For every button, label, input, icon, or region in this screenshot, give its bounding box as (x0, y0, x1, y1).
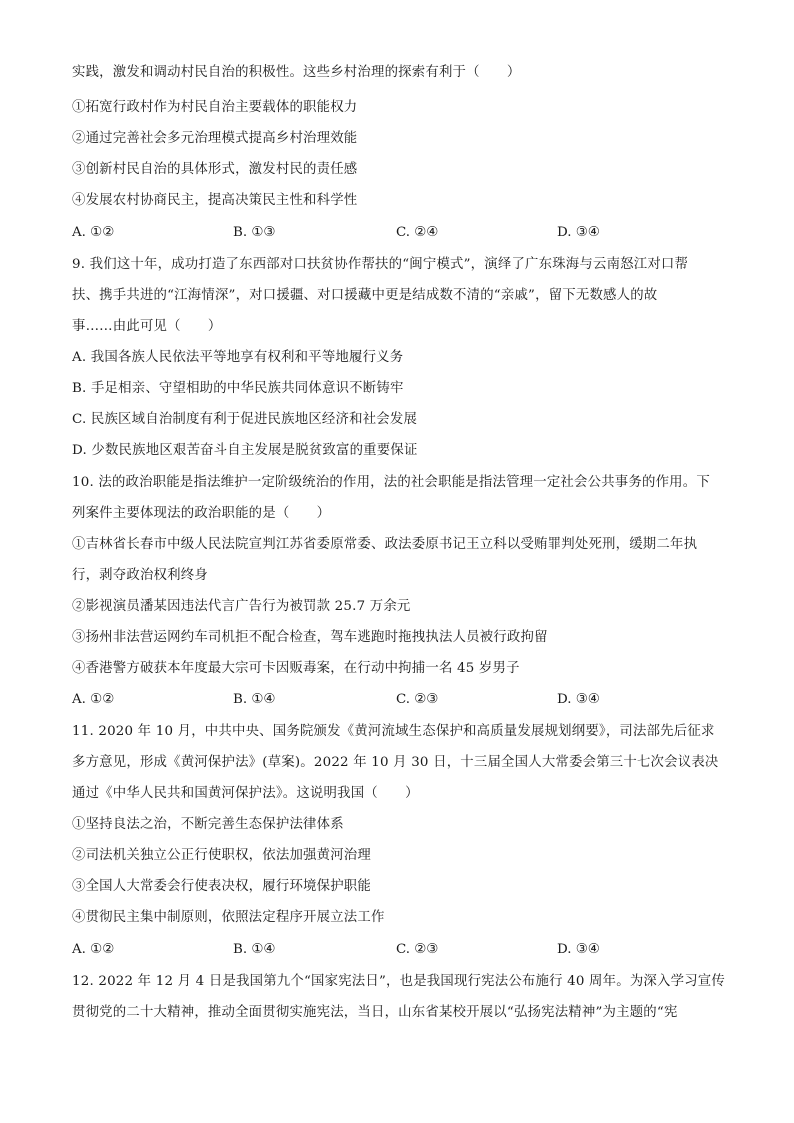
q9-choice-c: C. 民族区域自治制度有利于促进民族地区经济和社会发展 (72, 412, 418, 427)
q9-line-3: 事……由此可见（ ） (72, 319, 222, 334)
q9-choice-b: B. 手足相亲、守望相助的中华民族共同体意识不断铸牢 (72, 381, 404, 396)
q8-option-d: D. ③④ (557, 225, 600, 240)
q8-option-b: B. ①③ (233, 225, 276, 240)
q10-item-2: ②影视演员潘某因违法代言广告行为被罚款 25.7 万余元 (72, 599, 411, 614)
q10-item-4: ④香港警方破获本年度最大宗可卡因贩毒案，在行动中拘捕一名 45 岁男子 (72, 661, 520, 676)
q10-item-1a: ①吉林省长春市中级人民法院宣判江苏省委原常委、政法委原书记王立科以受贿罪判处死刑，缓期二年执 (72, 537, 698, 552)
q11-option-a: A. ①② (72, 942, 115, 957)
q8-item-3: ③创新村民自治的具体形式，激发村民的责任感 (72, 162, 358, 177)
q11-item-1: ①坚持良法之治，不断完善生态保护法律体系 (72, 817, 344, 832)
q11-item-3: ③全国人大常委会行使表决权，履行环境保护职能 (72, 879, 371, 894)
q8-item-1: ①拓宽行政村作为村民自治主要载体的职能权力 (72, 100, 358, 115)
q10-item-3: ③扬州非法营运网约车司机拒不配合检查，驾车逃跑时拖拽执法人员被行政拘留 (72, 630, 548, 645)
q11-option-b: B. ①④ (233, 942, 276, 957)
q11-option-d: D. ③④ (557, 942, 600, 957)
q10-item-1b: 行，剥夺政治权利终身 (72, 568, 208, 583)
q8-option-c: C. ②④ (396, 225, 439, 240)
q10-line-1: 10. 法的政治职能是指法维护一定阶级统治的作用，法的社会职能是指法管理一定社会公共事务的作用。下 (72, 475, 710, 490)
q10-option-a: A. ①② (72, 692, 115, 707)
q8-item-2: ②通过完善社会多元治理模式提高乡村治理效能 (72, 131, 358, 146)
q8-stem-tail: 实践，激发和调动村民自治的积极性。这些乡村治理的探索有利于（ ） (72, 65, 521, 80)
q9-choice-a: A. 我国各族人民依法平等地享有权利和平等地履行义务 (72, 350, 404, 365)
q11-line-1: 11. 2020 年 10 月，中共中央、国务院颁发《黄河流域生态保护和高质量发展规划纲要》，司法部先后征求 (72, 724, 715, 739)
q11-line-2: 多方意见，形成《黄河保护法》(草案)。2022 年 10 月 30 日，十三届全国人大常委会第三十七次会议表决 (72, 755, 719, 770)
q9-choice-d: D. 少数民族地区艰苦奋斗自主发展是脱贫致富的重要保证 (72, 443, 418, 458)
q10-option-d: D. ③④ (557, 692, 600, 707)
q8-option-a: A. ①② (72, 225, 115, 240)
q12-line-2: 贯彻党的二十大精神，推动全面贯彻实施宪法，当日，山东省某校开展以“弘扬宪法精神”为主题的“宪 (72, 1005, 678, 1020)
q11-item-2: ②司法机关独立公正行使职权，依法加强黄河治理 (72, 848, 371, 863)
q9-line-1: 9. 我们这十年，成功打造了东西部对口扶贫协作帮扶的“闽宁模式”，演绎了广东珠海与云南怒江对口帮 (72, 257, 689, 272)
q8-item-4: ④发展农村协商民主，提高决策民主性和科学性 (72, 193, 358, 208)
q11-option-c: C. ②③ (396, 942, 439, 957)
q9-line-2: 扶、携手共进的“江海情深”，对口援疆、对口援藏中更是结成数不清的“亲戚”，留下无数感人的故 (72, 288, 658, 303)
q10-line-2: 列案件主要体现法的政治职能的是（ ） (72, 506, 331, 521)
q11-item-4: ④贯彻民主集中制原则，依照法定程序开展立法工作 (72, 910, 385, 925)
q12-line-1: 12. 2022 年 12 月 4 日是我国第九个“国家宪法日”，也是我国现行宪法公布施行 40 周年。为深入学习宣传 (72, 974, 725, 989)
q10-option-b: B. ①④ (233, 692, 276, 707)
q11-line-3: 通过《中华人民共和国黄河保护法》。这说明我国（ ） (72, 786, 419, 801)
q10-option-c: C. ②③ (396, 692, 439, 707)
